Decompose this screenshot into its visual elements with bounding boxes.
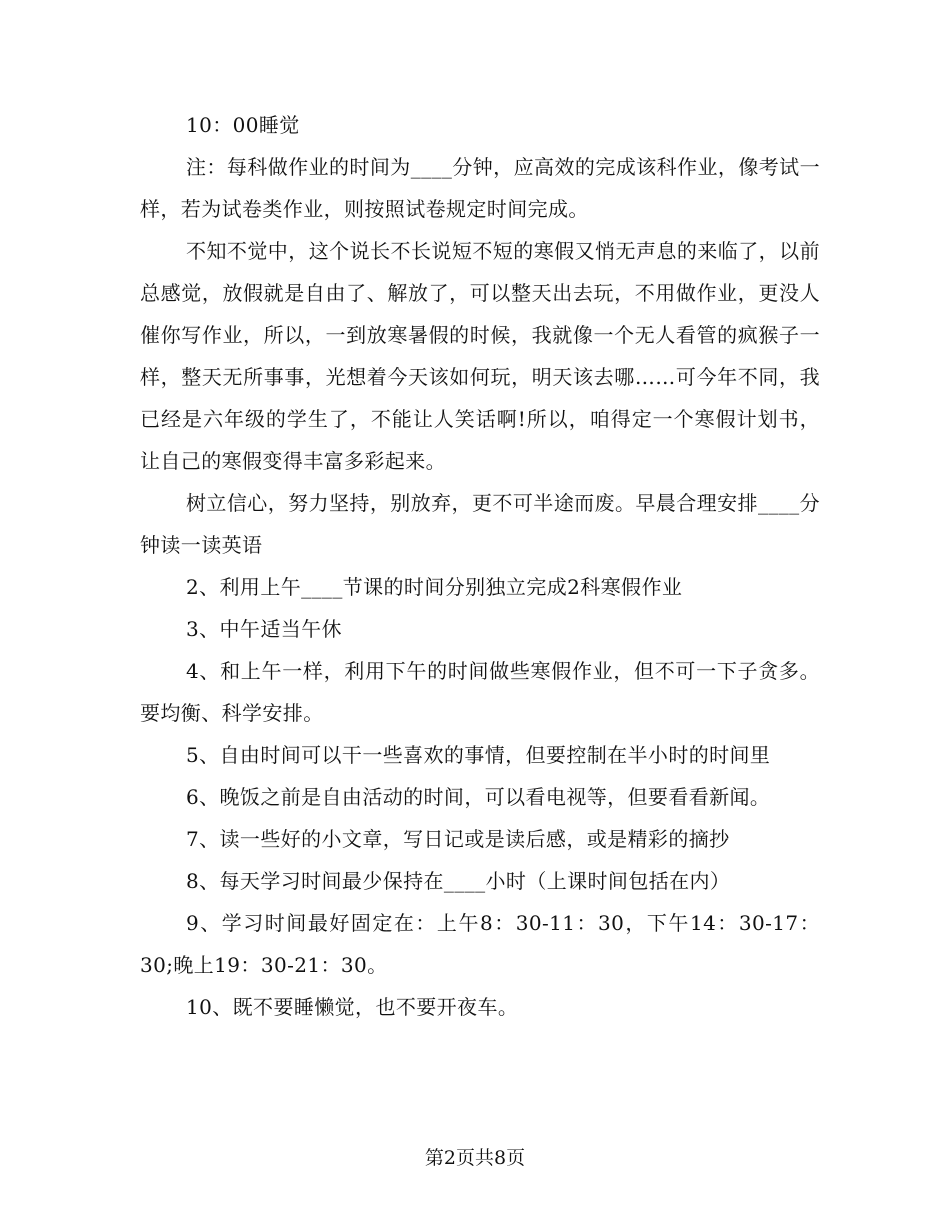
paragraph-item-4: 4、和上午一样，利用下午的时间做些寒假作业，但不可一下子贪多。要均衡、科学安排。	[140, 659, 820, 725]
paragraph-item-5: 5、自由时间可以干一些喜欢的事情，但要控制在半小时的时间里	[186, 743, 771, 767]
page-number: 第2页共8页	[424, 1147, 526, 1169]
paragraph-item-10: 10、既不要睡懒觉，也不要开夜车。	[186, 995, 519, 1019]
paragraph-item-1: 树立信心，努力坚持，别放弃，更不可半途而废。早晨合理安排____分钟读一读英语	[140, 491, 820, 557]
paragraph-item-8: 8、每天学习时间最少保持在____小时（上课时间包括在内）	[186, 869, 731, 893]
paragraph-homework-note: 注：每科做作业的时间为____分钟，应高效的完成该科作业，像考试一样，若为试卷类作业，则按照试卷规定时间完成。	[140, 155, 820, 221]
paragraph-sleep-time: 10：00睡觉	[186, 113, 300, 137]
paragraph-item-3: 3、中午适当午休	[186, 617, 342, 641]
paragraph-item-2: 2、利用上午____节课的时间分别独立完成2科寒假作业	[186, 575, 683, 599]
document-body	[140, 104, 820, 1028]
paragraph-item-9: 9、学习时间最好固定在：上午8：30-11：30，下午14：30-17：30;晚上19：30-21：30。	[140, 911, 820, 977]
paragraph-item-6: 6、晚饭之前是自由活动的时间，可以看电视等，但要看看新闻。	[186, 785, 771, 809]
paragraph-item-7: 7、读一些好的小文章，写日记或是读后感，或是精彩的摘抄	[186, 827, 730, 851]
paragraph-intro: 不知不觉中，这个说长不长说短不短的寒假又悄无声息的来临了，以前总感觉，放假就是自由了、解放了，可以整天出去玩，不用做作业，更没人催你写作业，所以，一到放寒暑假的时候，我就像一个无人看管的疯猴子一样，整天无所事事，光想着今天该如何玩，明天该去哪……可今年不同，我已经是六年级的学生了，不能让人笑话啊!所以，咱得定一个寒假计划书，让自己的寒假变得丰富多彩起来。	[140, 239, 820, 473]
